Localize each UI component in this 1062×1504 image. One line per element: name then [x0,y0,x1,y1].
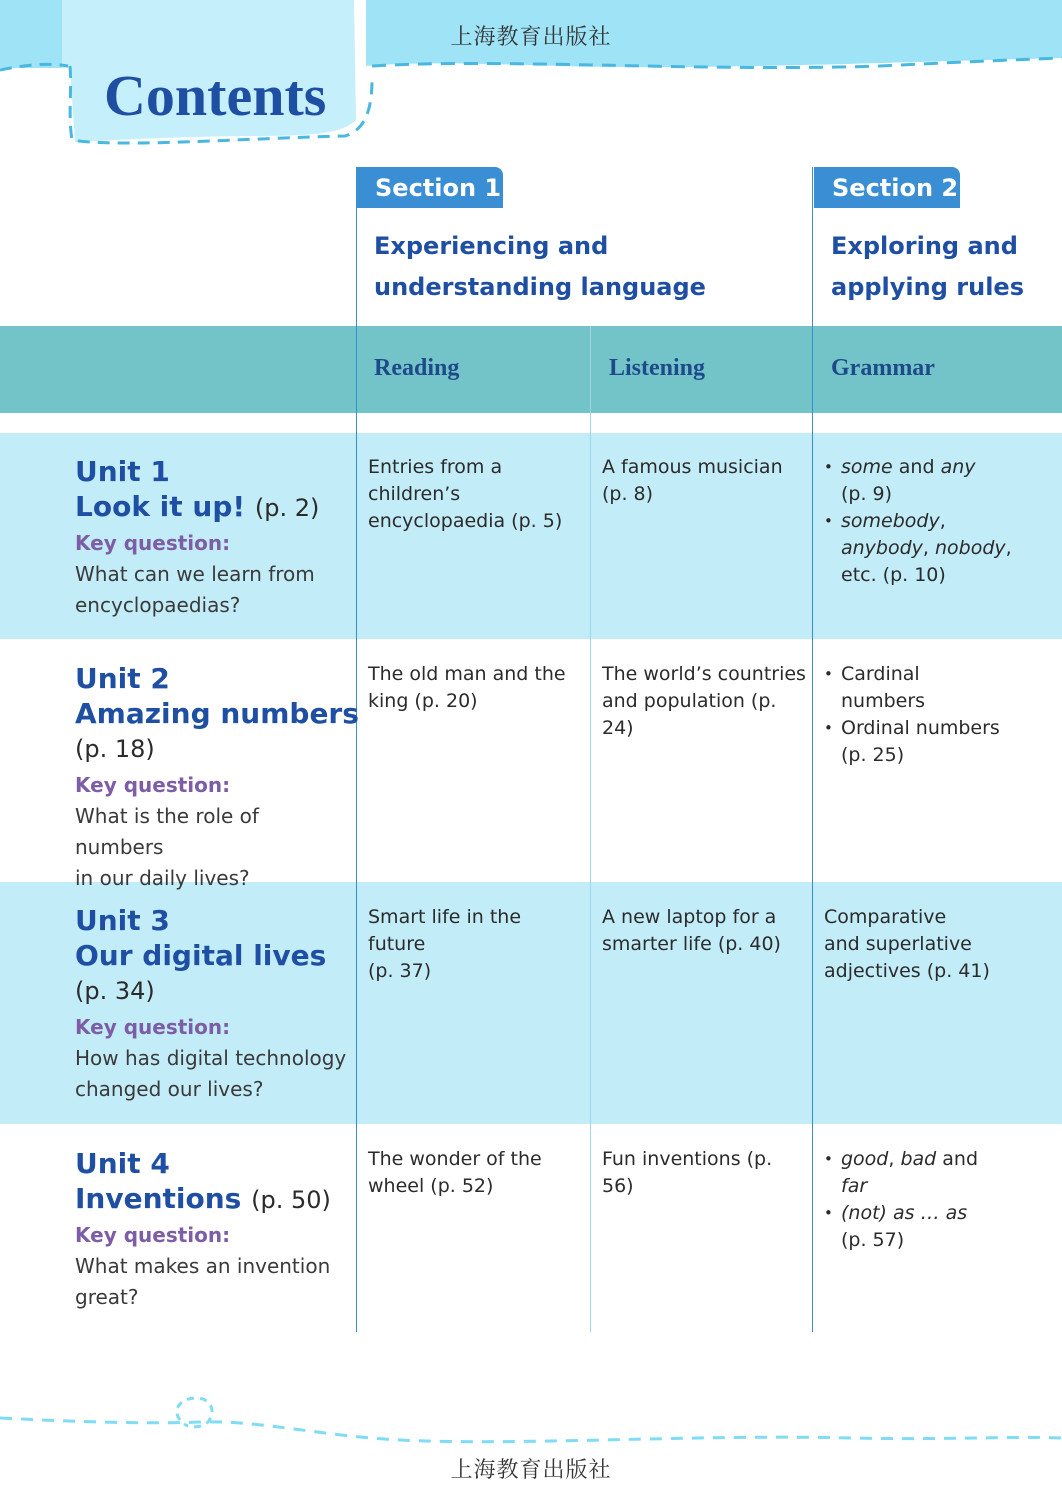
unit-1-listening-line1: A famous musician [602,456,783,478]
unit-1-reading-line2: encyclopaedia (p. 5) [368,510,563,532]
unit-1-grammar-item-1 [824,454,1054,508]
unit-3-reading [368,904,583,985]
grammar-joiner: and [936,1148,979,1170]
grammar-page: (p. 9) [841,483,893,505]
section-2-subtitle-line2: applying rules [831,273,1024,301]
unit-2-key-question-label: Key question: [75,773,231,797]
grammar-item-line: (p. 25) [841,744,905,766]
grammar-comma: , [888,1148,901,1170]
unit-2-key-question-line2: in our daily lives? [75,866,250,890]
grammar-term-bad: bad [900,1148,937,1170]
grammar-term-nobody: nobody [935,537,1006,559]
unit-4-key-question-line1: What makes an invention [75,1254,331,1278]
unit-4-name: Inventions [75,1182,242,1215]
grammar-comma: , [939,510,946,532]
unit-3-key-question-line2: changed our lives? [75,1077,264,1101]
unit-3-key-question-line1: How has digital technology [75,1046,347,1070]
grammar-page: etc. (p. 10) [841,564,946,586]
unit-3-reading-line1: Smart life in the future [368,906,522,955]
unit-1-name: Look it up! [75,490,246,523]
unit-4-key-question-label: Key question: [75,1223,231,1247]
unit-2-reading [368,661,583,715]
unit-2-key-question-line1: What is the role of numbers [75,804,259,859]
column-header-reading: Reading [374,355,460,381]
grammar-term-good: good [841,1148,889,1170]
column-divider-right [812,167,813,1332]
unit-3-reading-line2: (p. 37) [368,960,432,982]
unit-1-key-question-line2: encyclopaedias? [75,593,241,617]
unit-1-key-question-line1: What can we learn from [75,562,315,586]
unit-4-grammar-item-1 [824,1146,1054,1200]
unit-4-page: (p. 50) [251,1186,331,1214]
grammar-item-line: • Cardinal [841,663,920,685]
unit-1-grammar [824,454,1054,589]
unit-3-page: (p. 34) [75,977,155,1005]
unit-2-name: Amazing numbers [75,697,359,730]
unit-1-key-question-label: Key question: [75,531,231,555]
section-1-subtitle-line2: understanding language [374,273,706,301]
footer-decoration [0,1380,1062,1450]
grammar-comma: , [922,537,936,559]
unit-3-title [75,903,326,973]
unit-1-grammar-item-2 [824,508,1054,589]
unit-3-key-question-label: Key question: [75,1015,231,1039]
unit-2-number: Unit 2 [75,662,170,695]
unit-4-listening [602,1146,807,1200]
unit-4-reading-line1: The wonder of the [368,1148,542,1170]
unit-3-grammar-line1: Comparative [824,906,947,928]
unit-1-title [75,454,319,526]
grammar-item-line: • Ordinal numbers [841,717,1000,739]
unit-2-page: (p. 18) [75,735,155,763]
unit-4-reading [368,1146,583,1200]
column-divider-left [356,167,357,1332]
grammar-page: (p. 57) [841,1229,905,1251]
unit-1-reading [368,454,583,535]
unit-4-name-line [75,1181,331,1218]
unit-4-key-question [75,1251,350,1313]
publisher-header: 上海教育出版社 [450,25,612,50]
grammar-term-any: any [940,456,976,478]
section-1-tab: Section 1 [357,167,503,208]
unit-1-name-line [75,489,319,526]
unit-1-listening-line2: (p. 8) [602,483,654,505]
page-title: Contents [104,63,327,128]
unit-2-reading-line2: king (p. 20) [368,690,478,712]
grammar-term-somebody: somebody [841,510,940,532]
unit-3-listening [602,904,807,958]
grammar-term-far: far [841,1175,868,1197]
grammar-term-some: some [841,456,893,478]
section-1-subtitle [374,226,706,308]
unit-3-listening-line1: A new laptop for a [602,906,777,928]
unit-3-number: Unit 3 [75,904,170,937]
publisher-footer: 上海教育出版社 [450,1458,612,1483]
grammar-joiner: and [892,456,941,478]
unit-3-key-question [75,1043,350,1105]
unit-4-grammar [824,1146,1054,1254]
grammar-term-not-as-as: (not) as … as [841,1202,968,1224]
column-header-listening: Listening [609,355,706,381]
unit-1-page: (p. 2) [254,494,320,522]
unit-2-listening-line2: and population (p. 24) [602,690,777,739]
unit-2-listening-line1: The world’s countries [602,663,806,685]
unit-3-listening-line2: smarter life (p. 40) [602,933,781,955]
unit-2-reading-line1: The old man and the [368,663,566,685]
grammar-item-line: numbers [841,690,926,712]
unit-4-number: Unit 4 [75,1147,170,1180]
column-header-grammar: Grammar [831,355,935,381]
unit-4-listening-line1: Fun inventions (p. 56) [602,1148,773,1197]
unit-2-grammar-item-1 [824,661,1054,715]
unit-1-reading-line1: Entries from a children’s [368,456,503,505]
unit-3-grammar-line2: and superlative [824,933,972,955]
unit-4-key-question-line2: great? [75,1285,139,1309]
section-2-subtitle-line1: Exploring and [831,232,1018,260]
unit-2-grammar-item-2 [824,715,1054,769]
unit-2-grammar [824,661,1054,769]
section-2-subtitle [831,226,1024,308]
unit-3-grammar-line3: adjectives (p. 41) [824,960,990,982]
unit-4-reading-line2: wheel (p. 52) [368,1175,494,1197]
section-2-tab: Section 2 [814,167,960,208]
unit-3-name: Our digital lives [75,939,327,972]
unit-1-listening [602,454,807,508]
unit-1-number: Unit 1 [75,455,170,488]
unit-2-title [75,661,359,731]
unit-4-grammar-item-2 [824,1200,1054,1254]
section-1-subtitle-line1: Experiencing and [374,232,609,260]
column-divider-middle [590,326,591,1332]
grammar-comma: , [1005,537,1012,559]
unit-3-grammar [824,904,1054,985]
unit-2-listening [602,661,807,742]
unit-1-key-question [75,559,350,621]
unit-2-key-question [75,801,350,894]
unit-4-title [75,1146,331,1218]
grammar-term-anybody: anybody [841,537,923,559]
